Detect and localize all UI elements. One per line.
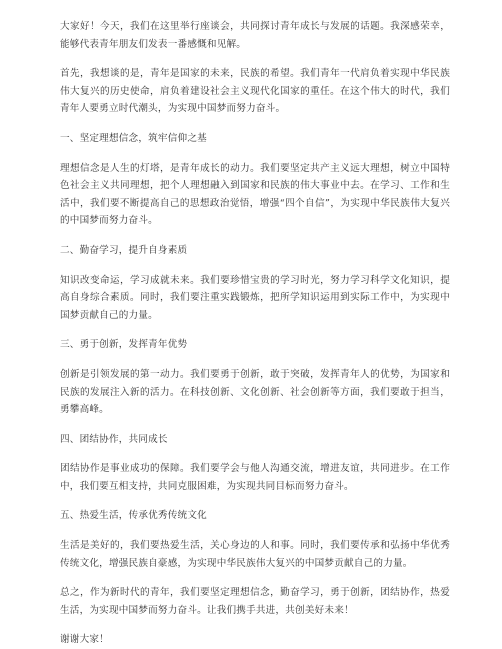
section-heading-5: 五、热爱生活，传承优秀传统文化 [60,510,207,522]
section-heading-4: 四、团结协作，共同成长 [60,433,168,445]
section-heading-3: 三、勇于创新，发挥青年优势 [60,339,188,351]
section-heading-1: 一、坚定理想信念，筑牢信仰之基 [60,132,207,144]
opening-paragraph: 首先，我想谈的是，青年是国家的未来，民族的希望。我们青年一代肩负着实现中华民族伟大复兴的历史使命，肩负着建设社会主义现代化国家的重任。在这个伟大的时代，我们青年人要勇立时代潮头，为实现中国梦而努力奋斗。 [60,68,450,115]
section-body-3: 创新是引领发展的第一动力。我们要勇于创新，敢于突破，发挥青年人的优势，为国家和民族的发展注入新的活力。在科技创新、文化创新、社会创新等方面，我们要敢于担当，勇攀高峰。 [60,368,450,416]
intro-paragraph: 大家好！今天，我们在这里举行座谈会，共同探讨青年成长与发展的话题。我深感荣幸，能够代表青年朋友们发表一番感慨和见解。 [60,21,450,50]
document-page [60,18,450,649]
thanks-line: 谢谢大家！ [60,634,109,646]
section-heading-2: 二、勤奋学习，提升自身素质 [60,244,188,256]
section-body-2: 知识改变命运，学习成就未来。我们要珍惜宝贵的学习时光，努力学习科学文化知识，提高自身综合素质。同时，我们要注重实践锻炼，把所学知识运用到实际工作中，为实现中国梦贡献自己的力量。 [60,274,450,321]
section-body-1: 理想信念是人生的灯塔，是青年成长的动力。我们要坚定共产主义远大理想，树立中国特色社会主义共同理想，把个人理想融入到国家和民族的伟大事业中去。在学习、工作和生活中，我们要不断提高自己的思想政治觉悟，增强“四个自信”，为实现中华民族伟大复兴的中国梦而努力奋斗。 [60,162,450,227]
section-body-4: 团结协作是事业成功的保障。我们要学会与他人沟通交流，增进友谊，共同进步。在工作中，我们要互相支持，共同克服困难，为实现共同目标而努力奋斗。 [60,463,450,492]
conclusion-paragraph: 总之，作为新时代的青年，我们要坚定理想信念，勤奋学习，勇于创新，团结协作，热爱生活，为实现中国梦而努力奋斗。让我们携手共进，共创美好未来！ [60,587,450,616]
section-body-5: 生活是美好的，我们要热爱生活，关心身边的人和事。同时，我们要传承和弘扬中华优秀传统文化，增强民族自豪感，为实现中华民族伟大复兴的中国梦贡献自己的力量。 [60,540,450,569]
